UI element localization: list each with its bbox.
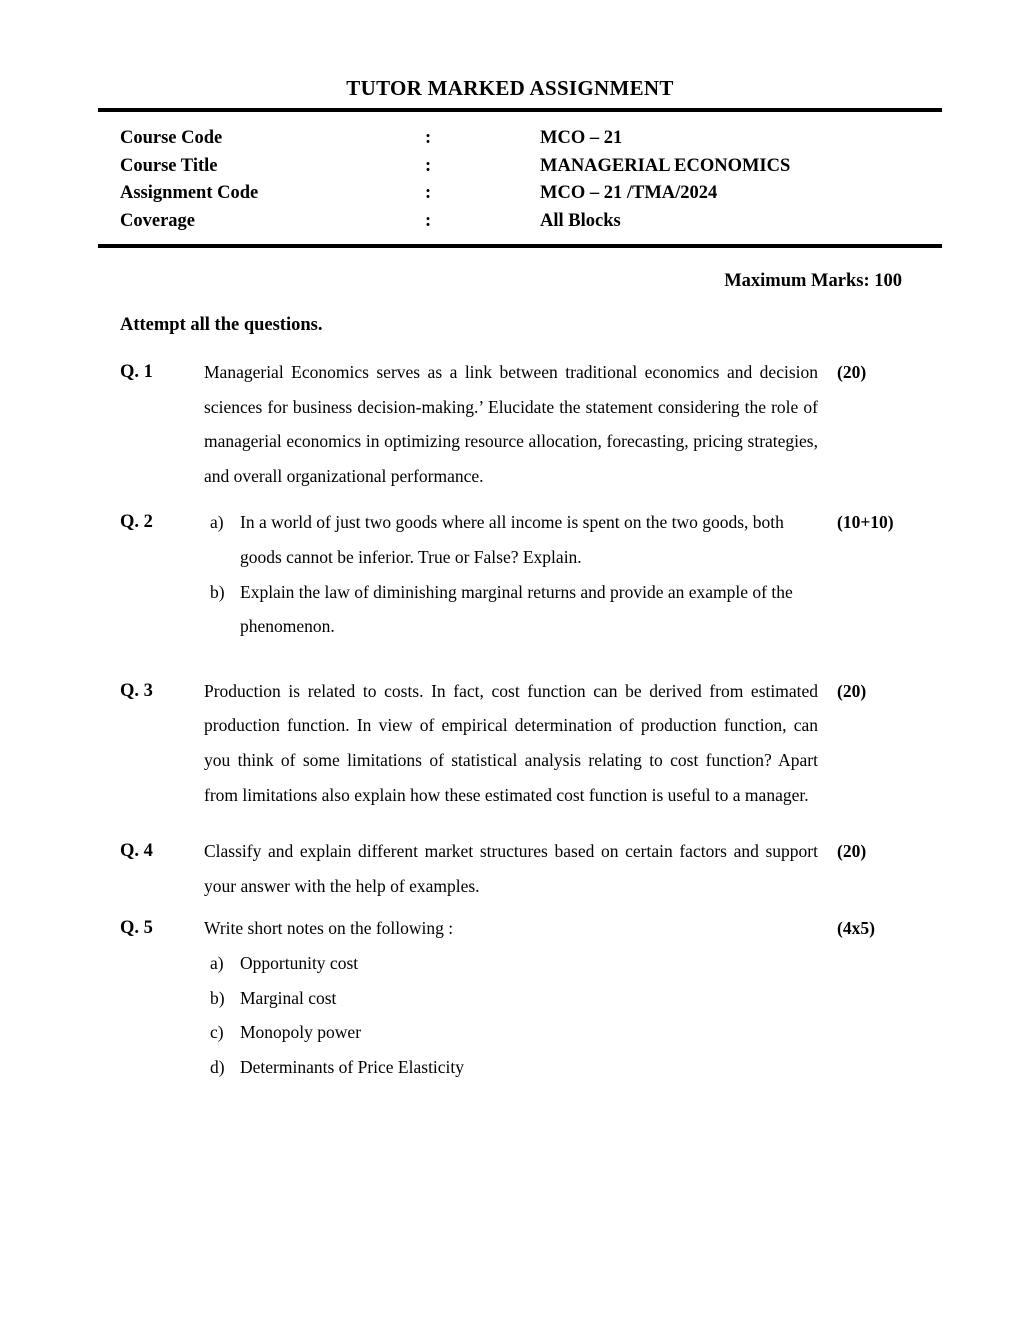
question-number: Q. 3 xyxy=(120,680,153,701)
subpart-text: Explain the law of diminishing marginal returns and provide an example of the phenomenon. xyxy=(240,581,793,637)
field-value: All Blocks xyxy=(540,210,621,231)
question-marks: (4x5) xyxy=(837,918,875,939)
course-row xyxy=(120,208,1020,236)
question-body xyxy=(204,911,818,1084)
subpart-text: Marginal cost xyxy=(240,987,337,1008)
question-3 xyxy=(120,674,1020,812)
page-title: TUTOR MARKED ASSIGNMENT xyxy=(346,76,674,100)
subpart-a xyxy=(204,505,818,574)
question-number: Q. 2 xyxy=(120,512,153,533)
field-separator: : xyxy=(425,128,432,148)
course-row xyxy=(120,153,1020,181)
subpart-label: b) xyxy=(210,987,225,1008)
subpart-label: d) xyxy=(210,1056,225,1077)
field-value: MANAGERIAL ECONOMICS xyxy=(540,155,791,176)
question-marks: (20) xyxy=(837,680,867,701)
subpart-text: Opportunity cost xyxy=(240,952,359,973)
course-info-table xyxy=(120,125,1020,235)
subpart-label: a) xyxy=(210,512,224,533)
question-marks: (20) xyxy=(837,362,867,382)
questions-list xyxy=(120,355,1020,1084)
question-1 xyxy=(120,355,1020,493)
question-marks: (10+10) xyxy=(837,512,894,533)
question-number: Q. 5 xyxy=(120,918,153,939)
field-separator: : xyxy=(425,183,432,203)
field-label: Course Title xyxy=(120,155,218,176)
field-separator: : xyxy=(425,155,432,176)
question-4 xyxy=(120,834,1020,903)
field-label: Coverage xyxy=(120,210,195,231)
field-separator: : xyxy=(425,210,432,231)
subpart-b xyxy=(204,981,818,1016)
subpart-label: a) xyxy=(210,952,224,973)
subpart-text: In a world of just two goods where all income is spent on the two goods, both goods cannot be inferior. True or False? Explain. xyxy=(240,512,784,567)
subpart-c xyxy=(204,1015,818,1050)
instruction: Attempt all the questions. xyxy=(120,315,323,335)
field-value: MCO – 21 /TMA/2024 xyxy=(540,183,718,203)
header-rule-top xyxy=(98,108,942,112)
question-text: Classify and explain different market structures based on certain factors and support your answer with the help of examples. xyxy=(204,841,818,896)
subpart-a xyxy=(204,946,818,981)
question-5 xyxy=(120,911,1020,1084)
subpart-d xyxy=(204,1050,818,1085)
course-row xyxy=(120,125,1020,153)
field-label: Assignment Code xyxy=(120,183,259,203)
question-number: Q. 4 xyxy=(120,841,153,862)
question-number: Q. 1 xyxy=(120,362,153,382)
field-label: Course Code xyxy=(120,128,223,148)
question-subparts xyxy=(204,505,818,643)
header-rule-bottom xyxy=(98,244,942,248)
course-row xyxy=(120,180,1020,208)
question-2 xyxy=(120,505,1020,643)
subpart-text: Monopoly power xyxy=(240,1022,362,1043)
question-text: Write short notes on the following : xyxy=(204,918,454,939)
question-text: Production is related to costs. In fact, cost function can be derived from estimated production function. In view of empirical determination of production function, can you think of some limitations of statistical analysis relating to cost function? Apart from limitations also explain how these estimated cost function is useful to a manager. xyxy=(204,680,818,805)
question-marks: (20) xyxy=(837,841,867,862)
subpart-b xyxy=(204,575,818,644)
subpart-text: Determinants of Price Elasticity xyxy=(240,1056,465,1077)
field-value: MCO – 21 xyxy=(540,128,623,148)
subpart-label: c) xyxy=(210,1022,224,1043)
subpart-label: b) xyxy=(210,581,225,602)
question-text: Managerial Economics serves as a link between traditional economics and decision sciences for business decision-making.’ Elucidate the statement considering the role of managerial economics in optimizing resource allocation, forecasting, pricing strategies, and overall organizational performance. xyxy=(204,362,818,486)
max-marks: Maximum Marks: 100 xyxy=(724,271,902,291)
